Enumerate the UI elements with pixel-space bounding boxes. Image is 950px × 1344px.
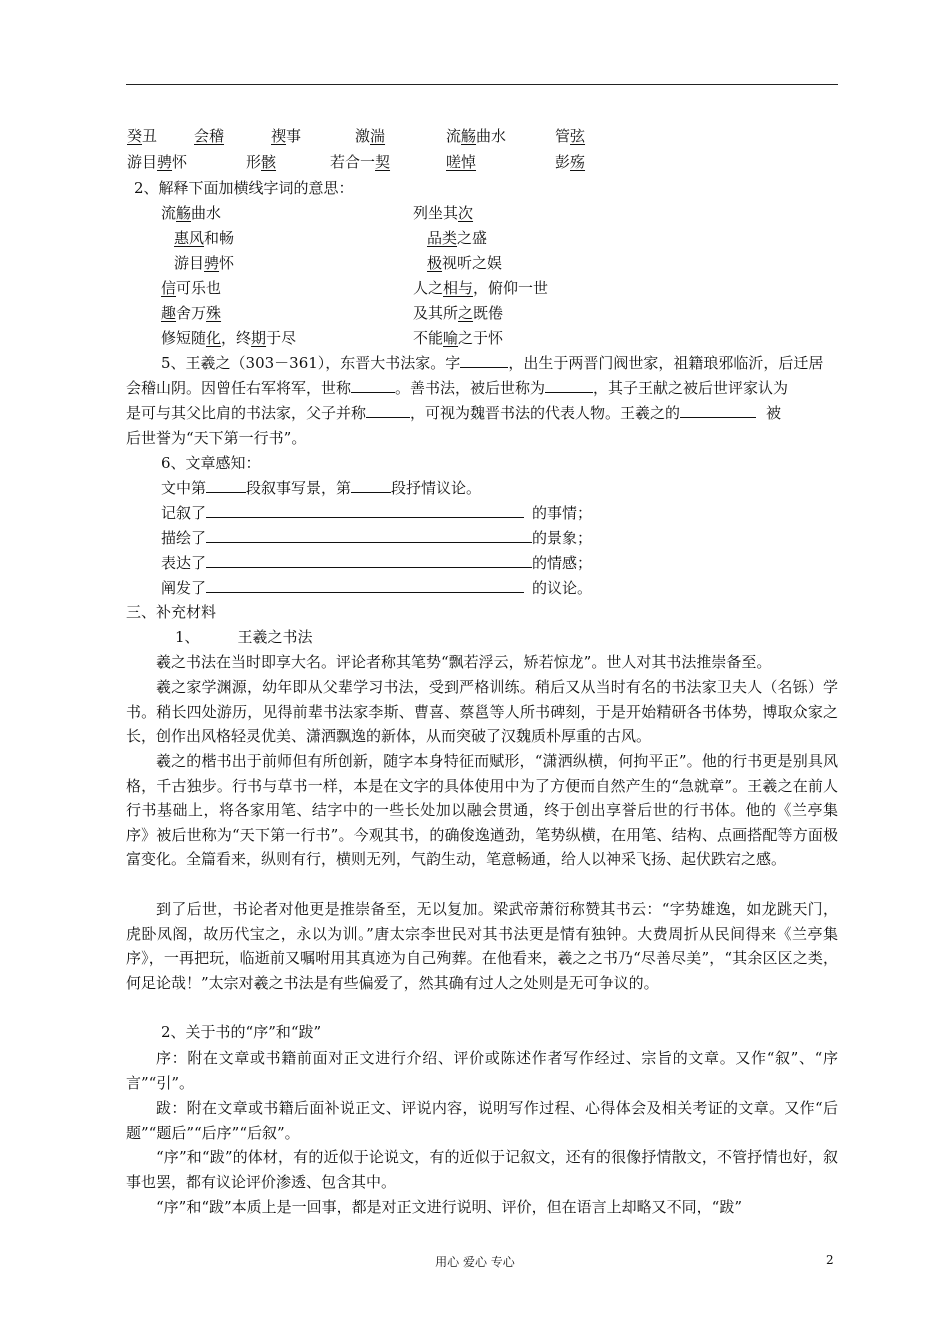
page-footer: 用心 爱心 专心	[435, 1255, 515, 1269]
subsection-1-heading: 1、 王羲之书法	[175, 628, 313, 646]
q5-line: 会稽山阴。因曾任右军将军，世称 。善书法，被后世称为 ，其子王献之被后世评家认为	[126, 379, 789, 397]
explain-item: 信可乐也	[161, 279, 222, 297]
supplement-heading: 三、补充材料	[126, 603, 217, 621]
paragraph: 羲之的楷书出于前师但有所创新，随字本身特征而赋形，“潇洒纵横，何拘平正”。他的行书更是别具风格，千古独步。行书与草书一样，本是在文字的具体使用中为了方便而自然产生的“急就章”。王羲之在前人行书基础上，将各家用笔、结字中的一些长处加以融会贯通，终于创出享誉后世的行书体。他的《兰亭集序》被后世称为“天下第一行书”。今观其书，的确俊逸遒劲，笔势纵横，在用笔、结构、点画搭配等方面极富变化。全篇看来，纵则有行，横则无列，气韵生动，笔意畅通，给人以神采飞扬、起伏跌宕之感。	[126, 752, 838, 869]
explain-item: 惠风和畅	[174, 229, 235, 247]
fill-blank[interactable]	[206, 477, 246, 493]
paragraph: “序”和“跋”的体材，有的近似于论说文，有的近似于记叙文，还有的很像抒情散文，不管抒情也好，叙事也罢，都有议论评价渗透、包含其中。	[126, 1148, 838, 1191]
pinyin-item: 彭殇	[555, 153, 586, 171]
explain-heading: 2、解释下面加横线字词的意思：	[134, 179, 354, 197]
fill-blank[interactable]	[460, 352, 508, 368]
fill-blank[interactable]	[545, 377, 593, 393]
fill-blank[interactable]	[366, 402, 410, 418]
q5-line: 后世誉为“天下第一行书”。	[126, 429, 307, 447]
paragraph: 羲之家学渊源，幼年即从父辈学习书法，受到严格训练。稍后又从当时有名的书法家卫夫人（名铄）学书。稍长四处游历，见得前辈书法家李斯、曹喜、蔡邕等人所书碑刻，于是开始精研各书体势，博取众家之长，创作出风格轻灵优美、潇洒飘逸的新体，从而突破了汉魏质朴厚重的古风。	[126, 678, 838, 746]
fill-blank[interactable]	[680, 402, 756, 418]
fill-blank[interactable]	[206, 577, 524, 593]
explain-item: 趣舍万殊	[161, 304, 222, 322]
q5-line: 5、王羲之（303－361），东晋大书法家。字 ，出生于两晋门阀世家，祖籍琅邪临沂，后迁居	[161, 354, 824, 372]
pinyin-item: 会稽	[194, 127, 225, 145]
q6-heading: 6、文章感知：	[161, 454, 261, 472]
fill-blank[interactable]	[351, 377, 395, 393]
paragraph: 到了后世，书论者对他更是推崇备至，无以复加。梁武帝萧衍称赞其书云：“字势雄逸，如龙跳天门，虎卧凤阁，故历代宝之，永以为训。”唐太宗李世民对其书法更是情有独钟。大费周折从民间得来《兰亭集序》，一再把玩，临逝前又嘱咐用其真迹为自己殉葬。在他看来，羲之之书乃“尽善尽美”，“其余区区之类，何足论哉！”太宗对羲之书法是有些偏爱了，然其确有过人之处则是无可争议的。	[126, 900, 838, 992]
explain-item: 列坐其次	[413, 204, 474, 222]
explain-item: 流觞曲水	[161, 204, 222, 222]
explain-item: 及其所之既倦	[413, 304, 504, 322]
fill-blank[interactable]	[206, 527, 532, 543]
q6-row: 记叙了 的事情；	[161, 504, 593, 522]
pinyin-item: 嗟悼	[446, 153, 477, 171]
q6-line: 文中第 段叙事写景，第 段抒情议论。	[161, 479, 482, 497]
header-rule	[126, 84, 838, 85]
fill-blank[interactable]	[206, 552, 532, 568]
paragraph: 羲之书法在当时即享大名。评论者称其笔势“飘若浮云，矫若惊龙”。世人对其书法推崇备至。	[156, 653, 772, 671]
q6-row: 描绘了 的景象；	[161, 529, 593, 547]
fill-blank[interactable]	[206, 502, 524, 518]
paragraph: 序：附在文章或书籍前面对正文进行介绍、评价或陈述作者写作经过、宗旨的文章。又作“叙”、“序言”“引”。	[126, 1049, 838, 1092]
q6-row: 阐发了 的议论。	[161, 579, 593, 597]
subsection-2-heading: 2、关于书的“序”和“跋”	[161, 1023, 322, 1041]
pinyin-item: 癸丑	[127, 127, 158, 145]
pinyin-item: 激湍	[355, 127, 386, 145]
explain-item: 修短随化，终期于尽	[161, 329, 297, 347]
explain-item: 不能喻之于怀	[413, 329, 504, 347]
q6-row: 表达了 的情感；	[161, 554, 593, 572]
pinyin-item: 流觞曲水	[446, 127, 507, 145]
pinyin-item: 游目骋怀	[127, 153, 188, 171]
pinyin-item: 管弦	[555, 127, 586, 145]
page-number: 2	[826, 1253, 834, 1267]
pinyin-item: 若合一契	[330, 153, 391, 171]
fill-blank[interactable]	[351, 477, 391, 493]
explain-item: 游目骋怀	[174, 254, 235, 272]
paragraph: 跋：附在文章或书籍后面补说正文、评说内容，说明写作过程、心得体会及相关考证的文章。又作“后题”“题后”“后序”“后叙”。	[126, 1099, 838, 1142]
explain-item: 极视听之娱	[427, 254, 503, 272]
pinyin-item: 禊事	[271, 127, 302, 145]
pinyin-item: 形骸	[246, 153, 277, 171]
explain-item: 品类之盛	[427, 229, 488, 247]
explain-item: 人之相与，俯仰一世	[413, 279, 549, 297]
paragraph: “序”和“跋”本质上是一回事，都是对正文进行说明、评价，但在语言上却略又不同，“跋”	[156, 1198, 743, 1216]
q5-line: 是可与其父比肩的书法家，父子并称 ，可视为魏晋书法的代表人物。王羲之的 被	[126, 404, 782, 422]
